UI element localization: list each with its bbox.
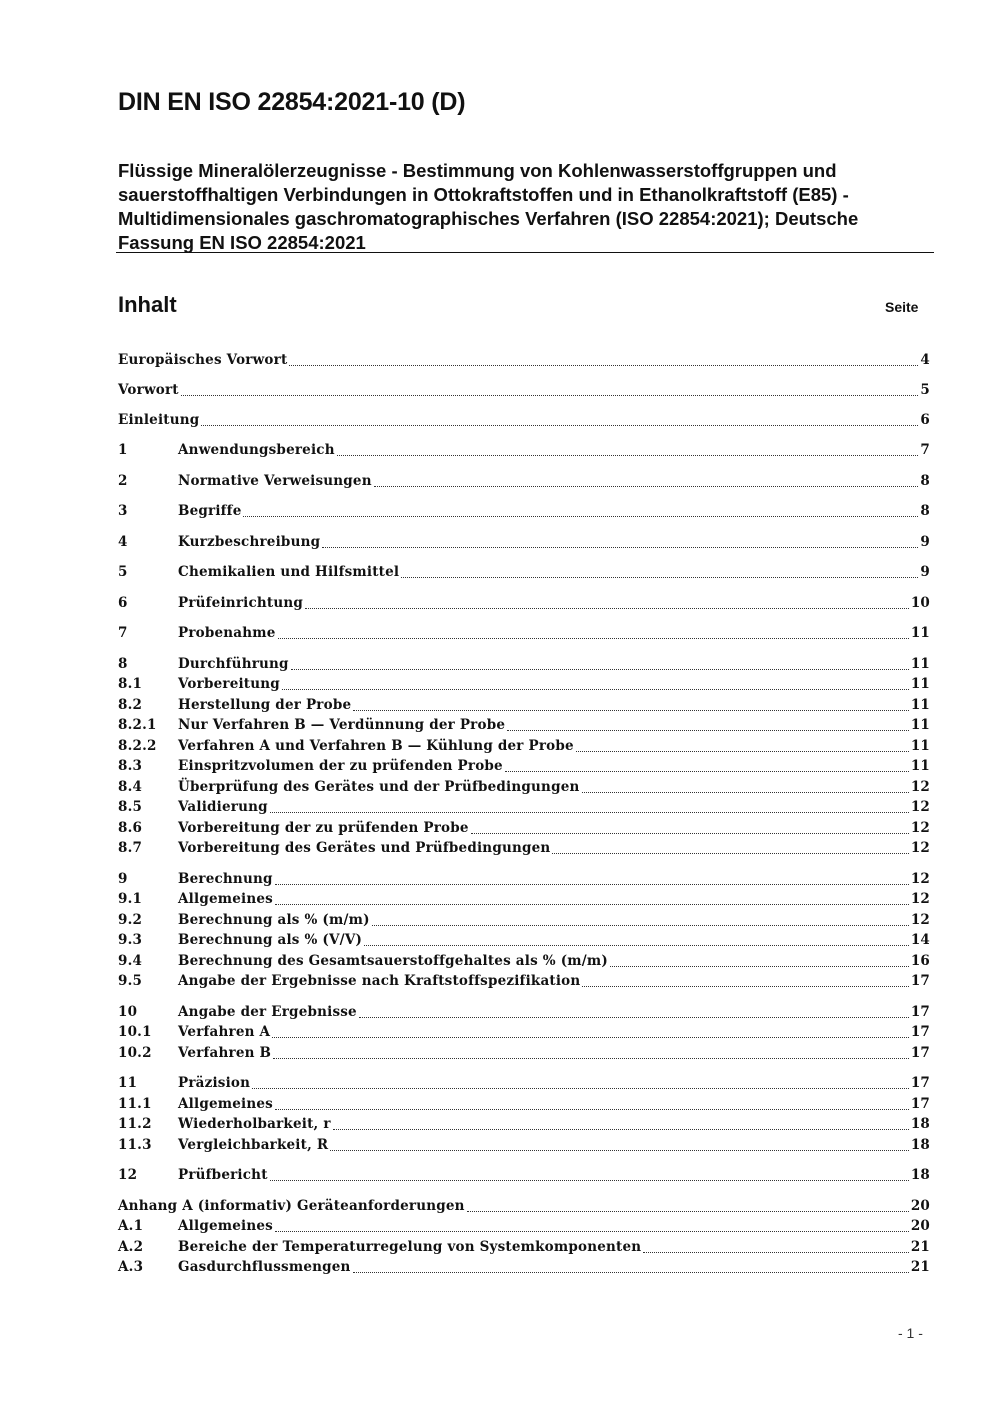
toc-entry-number: 8.7: [118, 840, 143, 856]
toc-entry-title: Herstellung der Probe: [178, 697, 352, 713]
toc-entry-number: 11: [118, 1075, 138, 1091]
toc-entry-title: Berechnung des Gesamtsauerstoffgehaltes als % (m/m): [178, 953, 608, 969]
toc-entry-number: 9.5: [118, 973, 143, 989]
toc-dot-leader: [322, 546, 918, 548]
toc-entry-page: 17: [910, 1075, 930, 1091]
toc-entry-title: Europäisches Vorwort: [118, 352, 288, 368]
toc-entry-page: 17: [910, 1096, 930, 1112]
toc-dot-leader: [505, 770, 909, 772]
toc-dot-leader: [372, 924, 909, 926]
toc-entry[interactable]: [118, 1043, 930, 1063]
document-subtitle: Flüssige Mineralölerzeugnisse - Bestimmung von Kohlenwasserstoffgruppen und sauerstoffhaltigen Verbindungen in Ottokraftstoffen und in Ethanolkraftstoff (E85) - Multidimensionales gaschromatographisches Verfahren (ISO 22854:2021); Deutsche Fassung EN ISO 22854:2021: [118, 160, 859, 253]
toc-entry-page: 11: [910, 625, 930, 641]
toc-entry[interactable]: [118, 838, 930, 858]
toc-dot-leader: [181, 394, 918, 396]
toc-entry[interactable]: [118, 797, 930, 817]
toc-entry-title: Bereiche der Temperaturregelung von Systemkomponenten: [178, 1239, 642, 1255]
toc-entry[interactable]: [118, 1237, 930, 1257]
toc-entry-title: Präzision: [178, 1075, 251, 1091]
toc-dot-leader: [272, 1036, 909, 1038]
toc-entry[interactable]: [118, 930, 930, 950]
toc-dot-leader: [275, 1108, 909, 1110]
toc-entry-title: Verfahren B: [178, 1045, 272, 1061]
toc-entry-page: 17: [910, 1045, 930, 1061]
toc-entry-title: Anhang A (informativ) Geräteanforderungen: [118, 1198, 465, 1214]
toc-entry-number: 11.3: [118, 1137, 152, 1153]
toc-dot-leader: [359, 1016, 909, 1018]
toc-dot-leader: [252, 1087, 909, 1089]
toc-entry-page: 11: [910, 697, 930, 713]
toc-entry[interactable]: [118, 1165, 930, 1185]
toc-entry-title: Vorbereitung des Gerätes und Prüfbedingungen: [178, 840, 551, 856]
toc-entry-title: Vorbereitung der zu prüfenden Probe: [178, 820, 469, 836]
toc-entry-number: 9: [118, 871, 128, 887]
toc-dot-leader: [291, 668, 909, 670]
toc-entry-number: 9.1: [118, 891, 143, 907]
toc-dot-leader: [401, 576, 918, 578]
toc-entry[interactable]: [118, 889, 930, 909]
toc-dot-leader: [275, 903, 909, 905]
toc-entry-page: 11: [910, 738, 930, 754]
toc-entry-number: 11.2: [118, 1116, 152, 1132]
toc-dot-leader: [337, 454, 918, 456]
toc-entry[interactable]: [118, 1257, 930, 1277]
toc-entry-page: 5: [920, 382, 930, 398]
toc-entry-number: 9.2: [118, 912, 143, 928]
toc-entry-title: Nur Verfahren B — Verdünnung der Probe: [178, 717, 506, 733]
toc-entry-title: Berechnung: [178, 871, 273, 887]
toc-entry-title: Wiederholbarkeit, r: [178, 1116, 331, 1132]
toc-dot-leader: [507, 729, 909, 731]
toc-entry-page: 20: [910, 1198, 930, 1214]
toc-entry-number: 9.4: [118, 953, 143, 969]
toc-entry[interactable]: [118, 777, 930, 797]
toc-dot-leader: [353, 709, 909, 711]
toc-entry-title: Überprüfung des Gerätes und der Prüfbedingungen: [178, 779, 580, 795]
toc-entry-number: 8.2: [118, 697, 143, 713]
toc-entry[interactable]: [118, 715, 930, 735]
toc-entry-title: Prüfeinrichtung: [178, 595, 304, 611]
toc-dot-leader: [582, 791, 909, 793]
toc-entry-number: 10.1: [118, 1024, 152, 1040]
toc-entry[interactable]: [118, 623, 930, 643]
toc-entry-number: 8.6: [118, 820, 143, 836]
toc-entry-title: Verfahren A und Verfahren B — Kühlung der Probe: [178, 738, 574, 754]
toc-entry-page: 11: [910, 656, 930, 672]
toc-dot-leader: [305, 607, 909, 609]
toc-entry-page: 11: [910, 676, 930, 692]
toc-entry-page: 21: [910, 1259, 930, 1275]
toc-dot-leader: [275, 883, 909, 885]
toc-entry-page: 14: [910, 932, 930, 948]
toc-entry-page: 20: [910, 1218, 930, 1234]
toc-entry-title: Verfahren A: [178, 1024, 271, 1040]
toc-entry[interactable]: [118, 695, 930, 715]
toc-entry-number: 4: [118, 534, 128, 550]
toc-entry[interactable]: [118, 440, 930, 460]
toc-entry-title: Normative Verweisungen: [178, 473, 372, 489]
toc-entry-title: Angabe der Ergebnisse: [178, 1004, 357, 1020]
toc-dot-leader: [467, 1210, 909, 1212]
toc-entry-page: 8: [920, 473, 930, 489]
toc-entry[interactable]: [118, 471, 930, 491]
toc-entry-title: Anwendungsbereich: [178, 442, 335, 458]
toc-entry[interactable]: [118, 501, 930, 521]
toc-entry-title: Kurzbeschreibung: [178, 534, 321, 550]
toc-entry[interactable]: [118, 736, 930, 756]
toc-entry-page: 10: [910, 595, 930, 611]
toc-entry-page: 16: [910, 953, 930, 969]
toc-entry-title: Berechnung als % (m/m): [178, 912, 370, 928]
toc-entry-number: 11.1: [118, 1096, 152, 1112]
toc-entry-page: 12: [910, 891, 930, 907]
toc-dot-leader: [289, 364, 918, 366]
toc-entry-number: A.1: [118, 1218, 144, 1234]
document-id-title: DIN EN ISO 22854:2021-10 (D): [118, 88, 466, 116]
toc-entry-page: 18: [910, 1137, 930, 1153]
toc-dot-leader: [278, 637, 909, 639]
toc-entry-title: Probenahme: [178, 625, 276, 641]
toc-entry-number: 8.5: [118, 799, 143, 815]
toc-entry-title: Angabe der Ergebnisse nach Kraftstoffspezifikation: [178, 973, 581, 989]
toc-entry-page: 9: [920, 564, 930, 580]
toc-entry[interactable]: [118, 1216, 930, 1236]
toc-entry-number: 7: [118, 625, 128, 641]
toc-entry-number: 12: [118, 1167, 138, 1183]
toc-entry-title: Prüfbericht: [178, 1167, 268, 1183]
toc-entry-page: 8: [920, 503, 930, 519]
title-divider: [116, 252, 934, 253]
toc-entry-page: 17: [910, 1024, 930, 1040]
toc-entry-page: 12: [910, 799, 930, 815]
toc-entry-number: 1: [118, 442, 128, 458]
toc-entry[interactable]: [118, 1094, 930, 1114]
toc-entry-number: 2: [118, 473, 128, 489]
toc-entry-title: Vorbereitung: [178, 676, 280, 692]
toc-dot-leader: [364, 944, 909, 946]
toc-entry-page: 11: [910, 758, 930, 774]
toc-dot-leader: [282, 688, 909, 690]
toc-entry-title: Durchführung: [178, 656, 289, 672]
toc-entry-number: 8.2.2: [118, 738, 157, 754]
toc-entry-page: 4: [920, 352, 930, 368]
toc-entry-title: Einleitung: [118, 412, 200, 428]
toc-entry[interactable]: [118, 562, 930, 582]
toc-dot-leader: [576, 750, 909, 752]
toc-entry-title: Validierung: [178, 799, 268, 815]
toc-entry[interactable]: [118, 818, 930, 838]
toc-entry-page: 12: [910, 871, 930, 887]
toc-dot-leader: [270, 811, 909, 813]
page-number: - 1 -: [898, 1325, 923, 1341]
toc-entry[interactable]: [118, 951, 930, 971]
toc-dot-leader: [582, 985, 908, 987]
toc-dot-leader: [243, 515, 918, 517]
toc-entry[interactable]: [118, 350, 930, 370]
toc-entry-number: 6: [118, 595, 128, 611]
toc-entry-number: A.2: [118, 1239, 144, 1255]
toc-entry[interactable]: [118, 674, 930, 694]
toc-entry[interactable]: [118, 756, 930, 776]
toc-entry[interactable]: [118, 380, 930, 400]
toc-entry-title: Berechnung als % (V/V): [178, 932, 363, 948]
toc-entry[interactable]: [118, 654, 930, 674]
toc-entry-title: Vorwort: [118, 382, 179, 398]
toc-entry-number: 10.2: [118, 1045, 152, 1061]
toc-entry[interactable]: [118, 1073, 930, 1093]
toc-entry-title: Gasdurchflussmengen: [178, 1259, 351, 1275]
toc-entry-title: Allgemeines: [178, 891, 273, 907]
toc-dot-leader: [353, 1271, 909, 1273]
toc-entry-page: 18: [910, 1116, 930, 1132]
toc-entry-title: Begriffe: [178, 503, 242, 519]
toc-entry[interactable]: [118, 910, 930, 930]
toc-entry[interactable]: [118, 1022, 930, 1042]
toc-entry-page: 12: [910, 779, 930, 795]
toc-entry-number: 3: [118, 503, 128, 519]
toc-dot-leader: [552, 852, 908, 854]
toc-entry-page: 21: [910, 1239, 930, 1255]
toc-entry[interactable]: [118, 1135, 930, 1155]
toc-entry-number: 5: [118, 564, 128, 580]
toc-dot-leader: [270, 1179, 909, 1181]
page-column-label: Seite: [885, 299, 919, 315]
toc-dot-leader: [201, 424, 918, 426]
toc-entry-number: 8: [118, 656, 128, 672]
toc-entry-number: 8.4: [118, 779, 143, 795]
toc-entry-title: Chemikalien und Hilfsmittel: [178, 564, 400, 580]
toc-heading: Inhalt: [118, 292, 177, 317]
toc-entry-title: Einspritzvolumen der zu prüfenden Probe: [178, 758, 503, 774]
toc-entry-number: 8.2.1: [118, 717, 157, 733]
toc-entry-number: 10: [118, 1004, 138, 1020]
toc-entry[interactable]: [118, 971, 930, 991]
toc-entry[interactable]: [118, 532, 930, 552]
toc-entry-title: Allgemeines: [178, 1096, 273, 1112]
toc-entry[interactable]: [118, 410, 930, 430]
toc-entry-page: 17: [910, 1004, 930, 1020]
toc-dot-leader: [275, 1230, 909, 1232]
toc-entry[interactable]: [118, 1196, 930, 1216]
toc-dot-leader: [273, 1057, 909, 1059]
toc-entry[interactable]: [118, 869, 930, 889]
toc-dot-leader: [610, 965, 909, 967]
toc-entry-page: 12: [910, 840, 930, 856]
toc-entry-number: A.3: [118, 1259, 144, 1275]
toc-entry-page: 6: [920, 412, 930, 428]
toc-entry-number: 9.3: [118, 932, 143, 948]
toc-entry[interactable]: [118, 593, 930, 613]
toc-dot-leader: [643, 1251, 909, 1253]
toc-entry[interactable]: [118, 1002, 930, 1022]
toc-dot-leader: [374, 485, 918, 487]
toc-entry-page: 9: [920, 534, 930, 550]
toc-entry-title: Allgemeines: [178, 1218, 273, 1234]
toc-entry-page: 11: [910, 717, 930, 733]
toc-entry-number: 8.3: [118, 758, 143, 774]
toc-entry-title: Vergleichbarkeit, R: [178, 1137, 329, 1153]
toc-entry-page: 12: [910, 912, 930, 928]
toc-entry-number: 8.1: [118, 676, 143, 692]
toc-entry[interactable]: [118, 1114, 930, 1134]
toc-entry-page: 18: [910, 1167, 930, 1183]
toc-dot-leader: [333, 1128, 909, 1130]
toc-dot-leader: [471, 832, 909, 834]
toc-entry-page: 7: [920, 442, 930, 458]
toc-dot-leader: [330, 1149, 909, 1151]
toc-entry-page: 12: [910, 820, 930, 836]
toc-entry-page: 17: [910, 973, 930, 989]
